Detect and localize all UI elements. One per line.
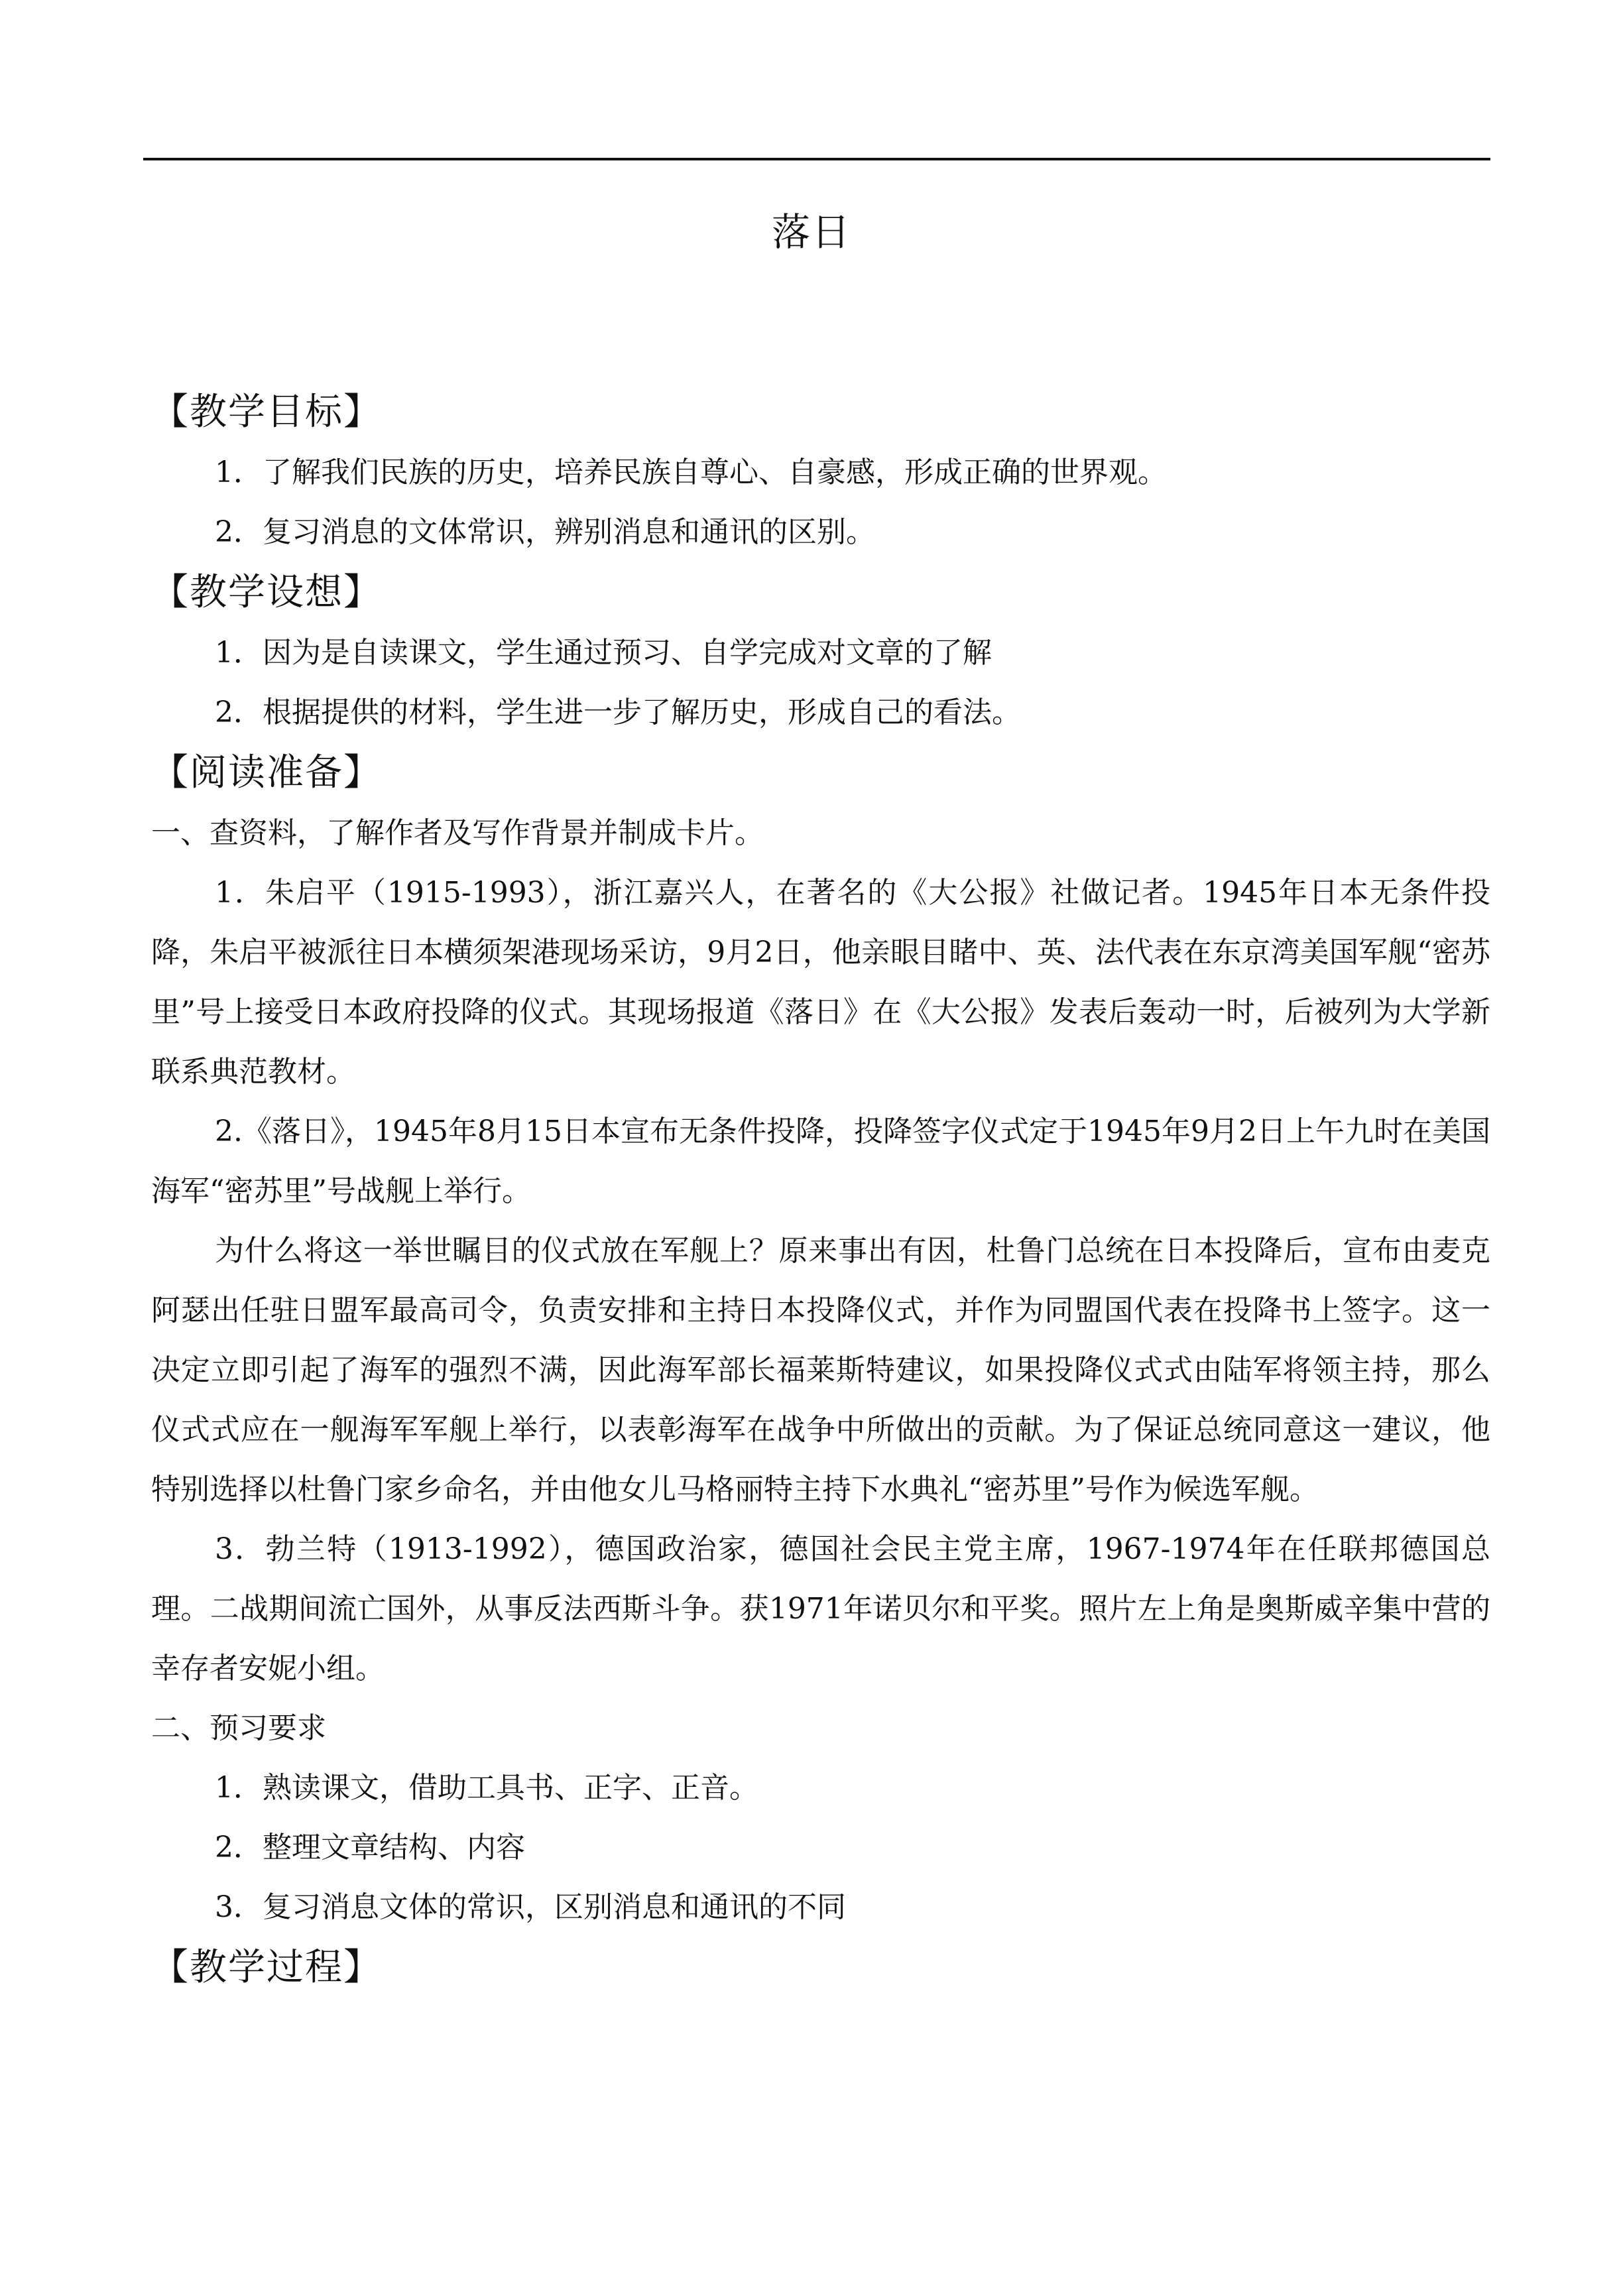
design-item: 1．因为是自读课文，学生通过预习、自学完成对文章的了解	[215, 636, 992, 670]
prep-part2-item: 1．熟读课文，借助工具书、正字、正音。	[215, 1771, 758, 1805]
header-rule	[143, 158, 1490, 160]
section-heading-design: 【教学设想】	[151, 571, 382, 614]
section-heading-prep: 【阅读准备】	[151, 751, 382, 794]
section-heading-process: 【教学过程】	[151, 1946, 382, 1989]
prep-part1-title: 一、查资料，了解作者及写作背景并制成卡片。	[151, 816, 764, 850]
prep-part2-item: 2．整理文章结构、内容	[215, 1831, 525, 1864]
section-heading-goals: 【教学目标】	[151, 391, 382, 434]
prep-part2-title: 二、预习要求	[151, 1711, 326, 1745]
page-title: 落日	[771, 210, 851, 255]
design-item: 2．根据提供的材料，学生进一步了解历史，形成自己的看法。	[215, 695, 1021, 729]
prep-paragraph: 3．勃兰特（1913-1992），德国政治家，德国社会民主党主席，1967-1974年在任联邦德国总理。二战期间流亡国外，从事反法西斯斗争。获1971年诺贝尔和平奖。照片左上角是奥斯威辛集中营的幸存者安妮小组。	[151, 1532, 1490, 1685]
goal-item: 2．复习消息的文体常识，辨别消息和通讯的区别。	[215, 515, 875, 549]
prep-paragraph: 2.《落日》，1945年8月15日本宣布无条件投降，投降签字仪式定于1945年9月2日上午九时在美国海军“密苏里”号战舰上举行。	[151, 1115, 1490, 1208]
prep-paragraph: 为什么将这一举世瞩目的仪式放在军舰上？原来事出有因，杜鲁门总统在日本投降后，宣布由麦克阿瑟出任驻日盟军最高司令，负责安排和主持日本投降仪式，并作为同盟国代表在投降书上签字。这一决定立即引起了海军的强烈不满，因此海军部长福莱斯特建议，如果投降仪式式由陆军将领主持，那么仪式式应在一舰海军军舰上举行，以表彰海军在战争中所做出的贡献。为了保证总统同意这一建议，他特别选择以杜鲁门家乡命名，并由他女儿马格丽特主持下水典礼“密苏里”号作为候选军舰。	[151, 1234, 1490, 1506]
goal-item: 1．了解我们民族的历史，培养民族自尊心、自豪感，形成正确的世界观。	[215, 455, 1167, 489]
prep-part2-item: 3．复习消息文体的常识，区别消息和通讯的不同	[215, 1890, 846, 1924]
document-body	[151, 382, 1490, 1998]
prep-paragraph: 1．朱启平（1915-1993），浙江嘉兴人，在著名的《大公报》社做记者。1945年日本无条件投降，朱启平被派往日本横须架港现场采访，9月2日，他亲眼目睹中、英、法代表在东京湾美国军舰“密苏里”号上接受日本政府投降的仪式。其现场报道《落日》在《大公报》发表后轰动一时，后被列为大学新联系典范教材。	[151, 876, 1490, 1089]
